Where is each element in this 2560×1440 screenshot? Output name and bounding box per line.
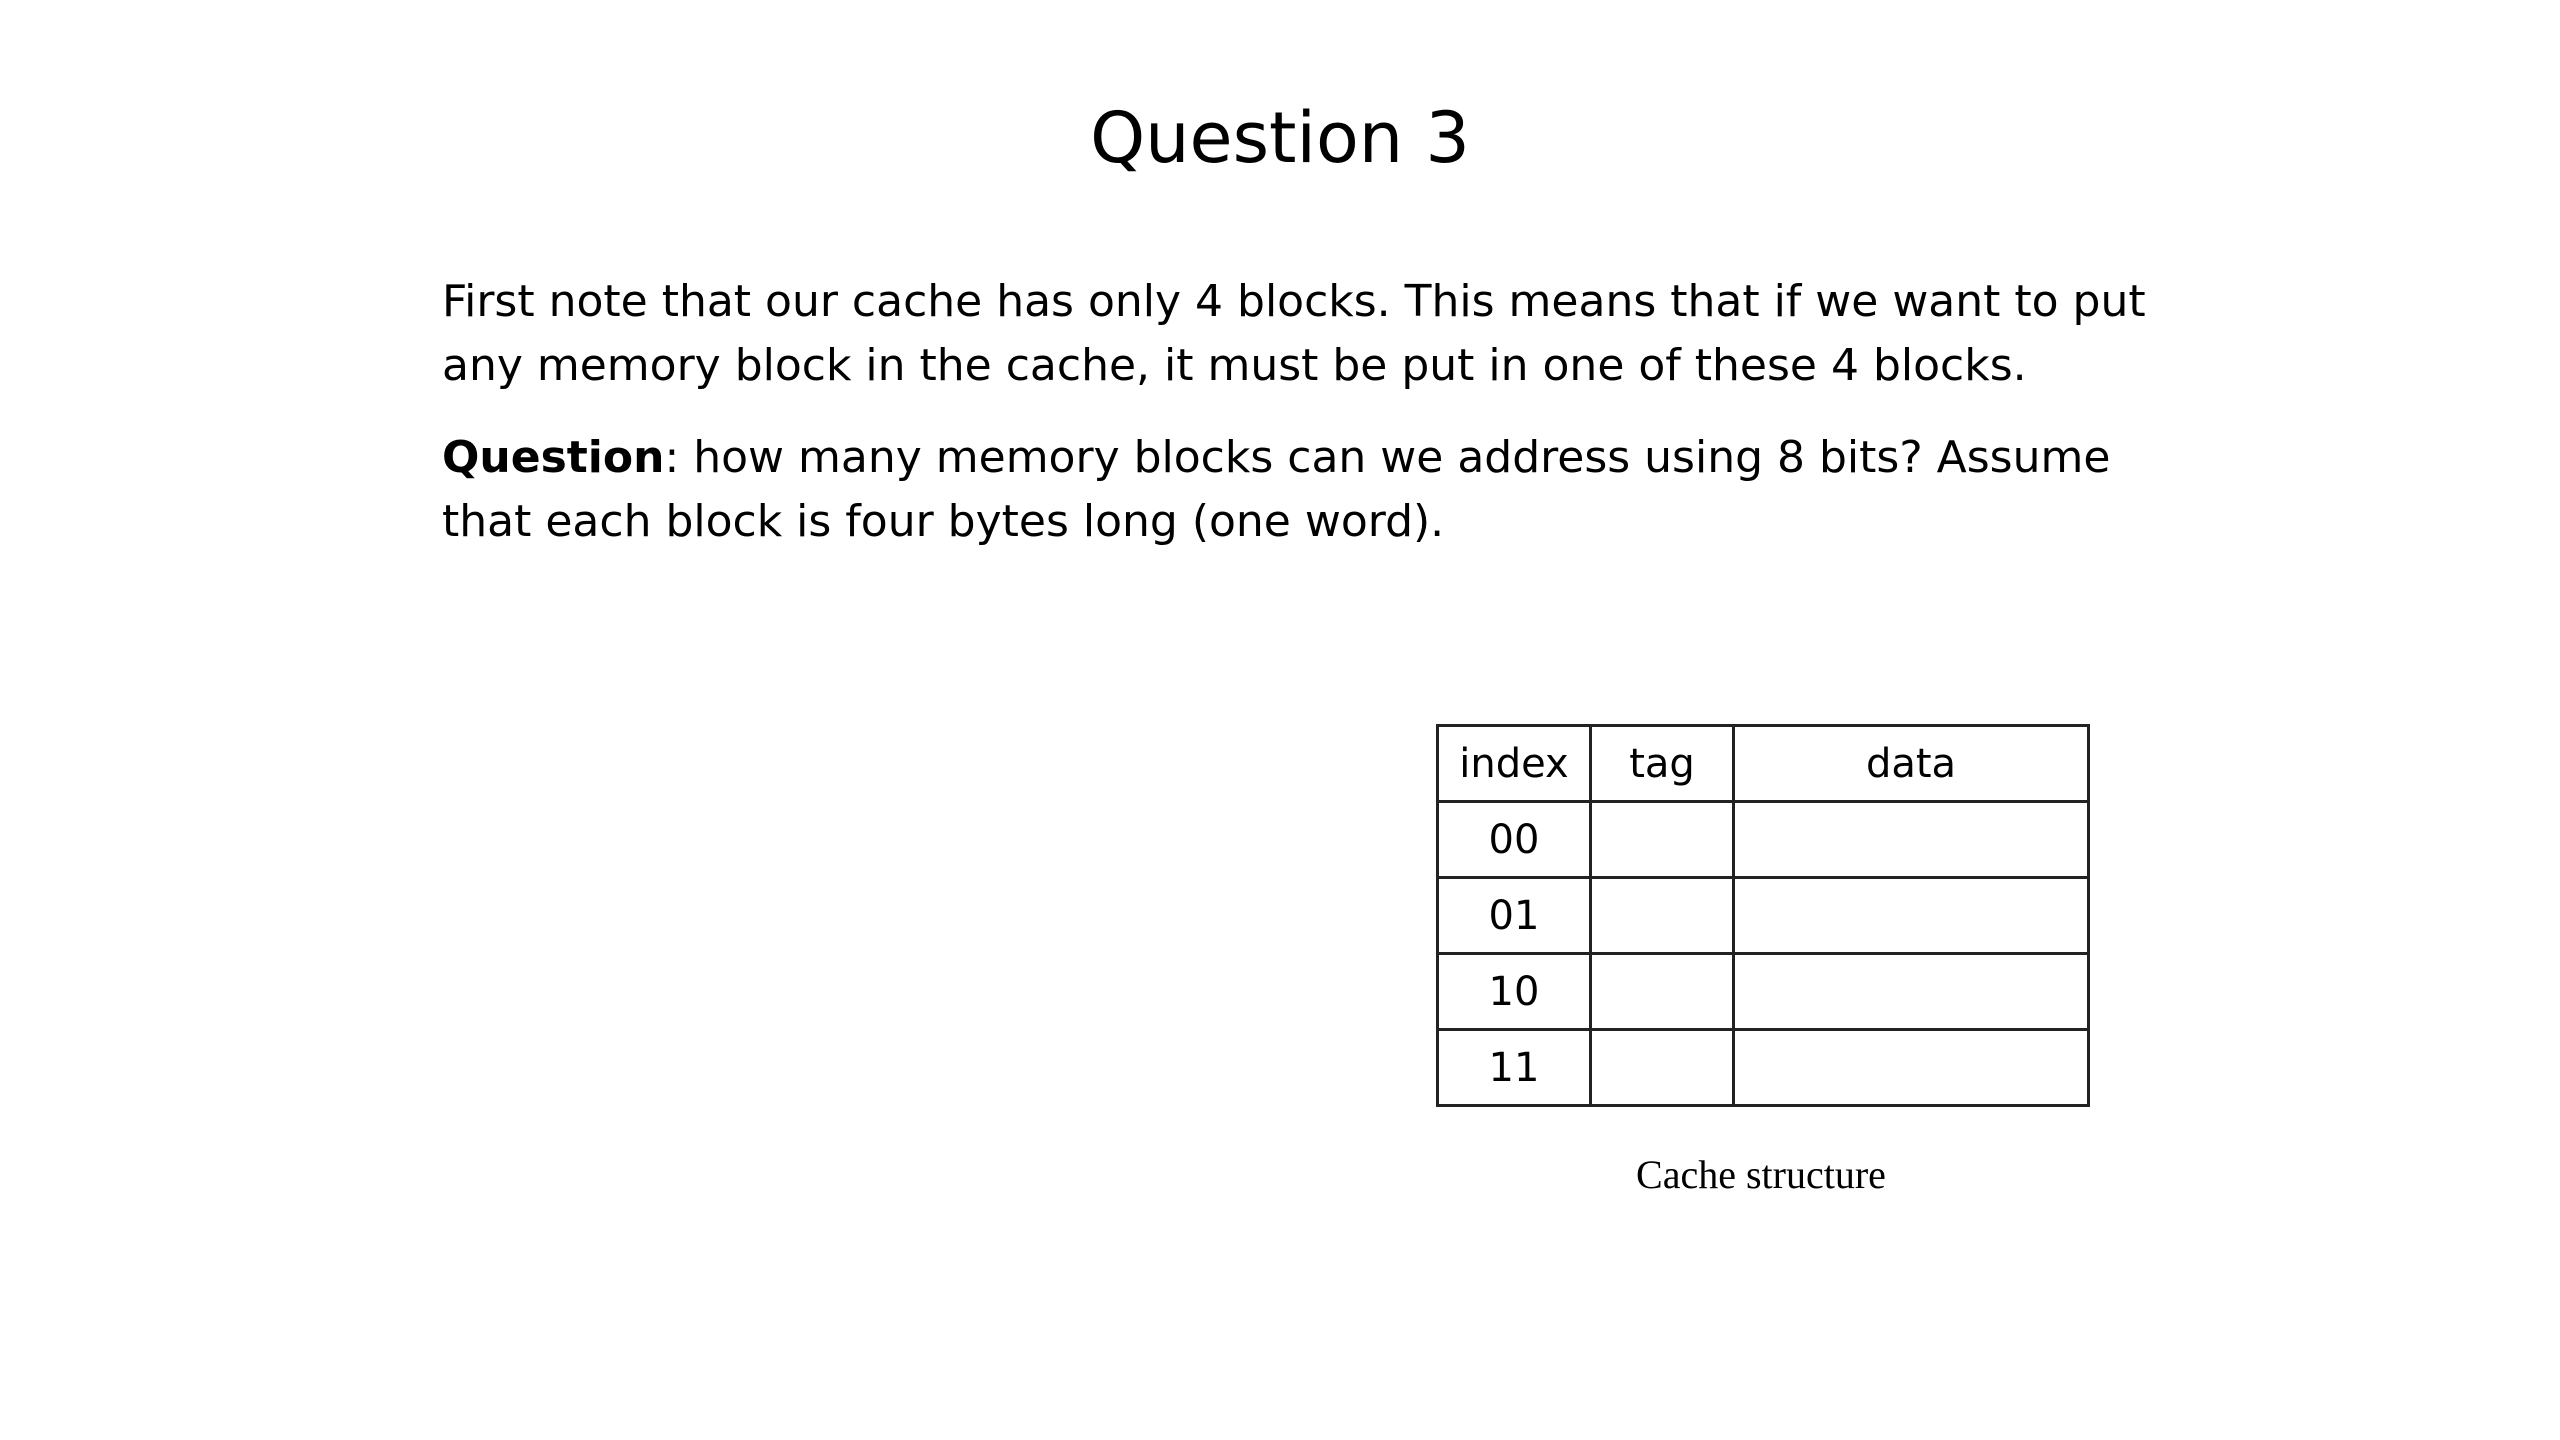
row-data-cell — [1734, 802, 2089, 878]
row-tag-cell — [1591, 954, 1734, 1030]
header-tag: tag — [1591, 726, 1734, 802]
slide-title: Question 3 — [1090, 97, 1470, 179]
row-index-cell: 10 — [1438, 954, 1591, 1030]
table-caption: Cache structure — [1636, 1152, 1886, 1197]
row-index-cell: 00 — [1438, 802, 1591, 878]
table-row — [1438, 954, 2089, 1030]
cache-structure-table — [1436, 724, 2090, 1107]
question-label: Question — [442, 432, 665, 483]
row-tag-cell — [1591, 802, 1734, 878]
row-index-cell: 11 — [1438, 1030, 1591, 1106]
table-row — [1438, 802, 2089, 878]
row-data-cell — [1734, 878, 2089, 954]
row-index-cell: 01 — [1438, 878, 1591, 954]
header-index: index — [1438, 726, 1591, 802]
row-data-cell — [1734, 1030, 2089, 1106]
table-header-row — [1438, 726, 2089, 802]
intro-paragraph: First note that our cache has only 4 blocks. This means that if we want to put any memory block in the cache, it must be put in one of these 4 blocks. — [442, 276, 2146, 391]
row-data-cell — [1734, 954, 2089, 1030]
header-data: data — [1734, 726, 2089, 802]
table-row — [1438, 1030, 2089, 1106]
question-text: : how many memory blocks can we address using 8 bits? Assume that each block is four bytes long (one word). — [442, 432, 2111, 547]
row-tag-cell — [1591, 1030, 1734, 1106]
row-tag-cell — [1591, 878, 1734, 954]
question-paragraph — [442, 426, 2162, 554]
table-row — [1438, 878, 2089, 954]
